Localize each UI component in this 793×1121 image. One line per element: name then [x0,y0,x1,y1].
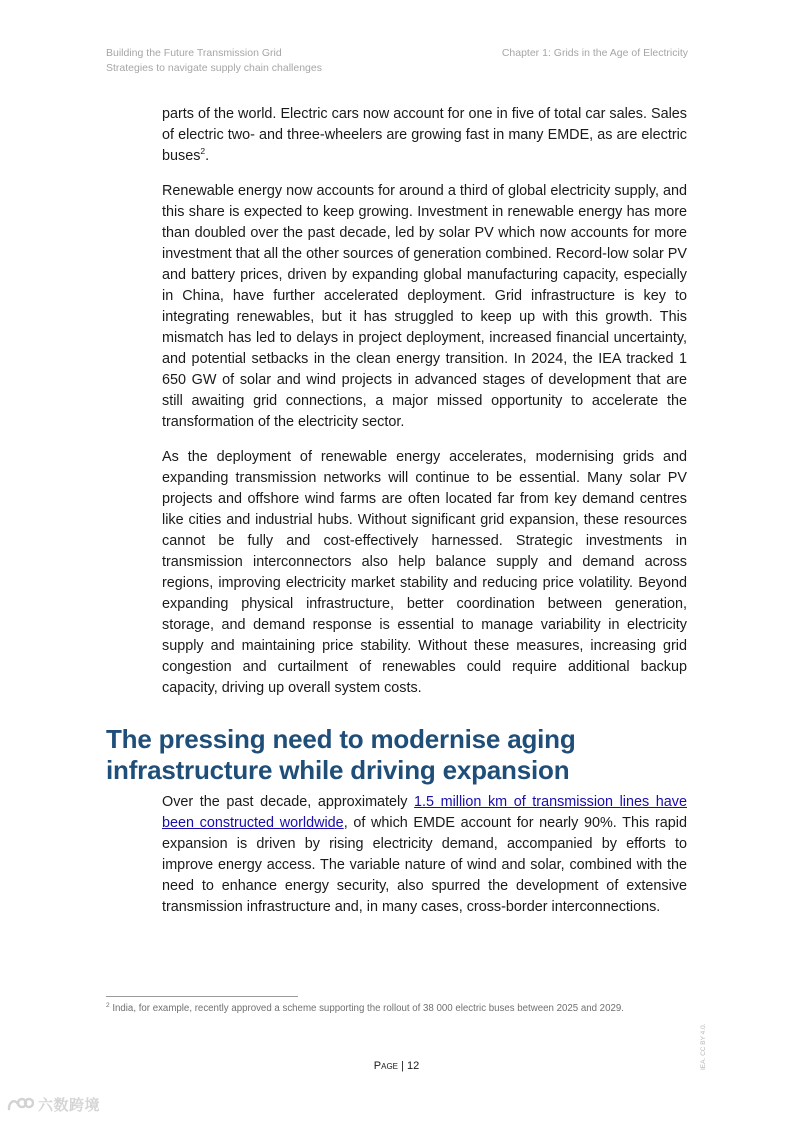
transmission-lines-link[interactable]: 1.5 million km of transmission lines have been constructed worldwide [162,794,687,831]
paragraph-1: parts of the world. Electric cars now account for one in five of total car sales. Sales of electric two- and three-wheelers are growing fast in many EMDE, as are electric buses$^2$. [162,106,687,164]
report-subtitle: Strategies to navigate supply chain challenges [106,62,322,74]
footnote [106,1002,624,1016]
paragraph-3: As the deployment of renewable energy accelerates, modernising grids and expanding transmission networks will continue to be essential. Many solar PV projects and offshore wind farms are often located far from key demand centres like cities and industrial hubs. Without significant grid expansion, these resources cannot be fully and cost-effectively harnessed. Strategic investments in transmission interconnectors also help balance supply and demand across regions, improving electricity market stability and reducing price volatility. Beyond expanding physical infrastructure, better coordination between generation, storage, and demand response is essential to manage variability in electricity supply and maintaining price stability. Without these measures, increasing grid congestion and curtailment of renewables could require additional backup capacity, driving up overall system costs. [162,449,687,696]
paragraph-2: Renewable energy now accounts for around a third of global electricity supply, and this share is expected to keep growing. Investment in renewable energy has more than doubled over the past decade, led by solar PV which now accounts for more investment that all the other sources of generation combined. Record-low solar PV and battery prices, driven by expanding global manufacturing capacity, especially in China, have further accelerated deployment. Grid infrastructure is key to integrating renewables, but it has struggled to keep up with this growth. This mismatch has led to delays in project deployment, increased financial uncertainty, and potential setbacks in the clean energy transition. In 2024, the IEA tracked 1 650 GW of solar and wind projects in advanced stages of development that are still awaiting grid connections, a major missed opportunity to accelerate the transformation of the electricity sector. [162,183,687,430]
chapter-title: Chapter 1: Grids in the Age of Electricity [501,47,688,59]
section-body [162,792,687,932]
section-heading: The pressing need to modernise aging infrastructure while driving expansion [106,724,576,785]
footnote-divider [106,996,298,997]
page-label: Page [373,1060,398,1072]
body-text [162,104,687,713]
page-number-value: 12 [406,1060,420,1072]
running-header-left [106,46,322,76]
footnote-ref[interactable]: 2 [200,146,206,157]
logo-icon [6,1095,34,1115]
footnote-text: India, for example, recently approved a scheme supporting the rollout of 38 000 electric buses between 2025 and 2029. [109,1003,624,1014]
page-number [0,1060,793,1072]
license-notice: IEA. CC BY 4.0. [700,1023,707,1070]
paragraph-4: Over the past decade, approximately 1.5 million km of transmission lines have been constructed worldwide, of which EMDE account for nearly 90%. This rapid expansion is driven by rising electricity demand, accompanied by efforts to improve energy access. The variable nature of wind and solar, combined with the need to enhance energy security, also spurred the development of extensive transmission infrastructure and, in many cases, cross-border interconnections. [162,794,687,915]
report-title: Building the Future Transmission Grid [106,47,282,59]
running-header-right [502,46,688,61]
footnote-marker: 2 [106,1001,110,1009]
watermark-text: 六数跨境 [38,1097,101,1114]
page-separator: | [398,1060,407,1072]
watermark [6,1094,100,1115]
